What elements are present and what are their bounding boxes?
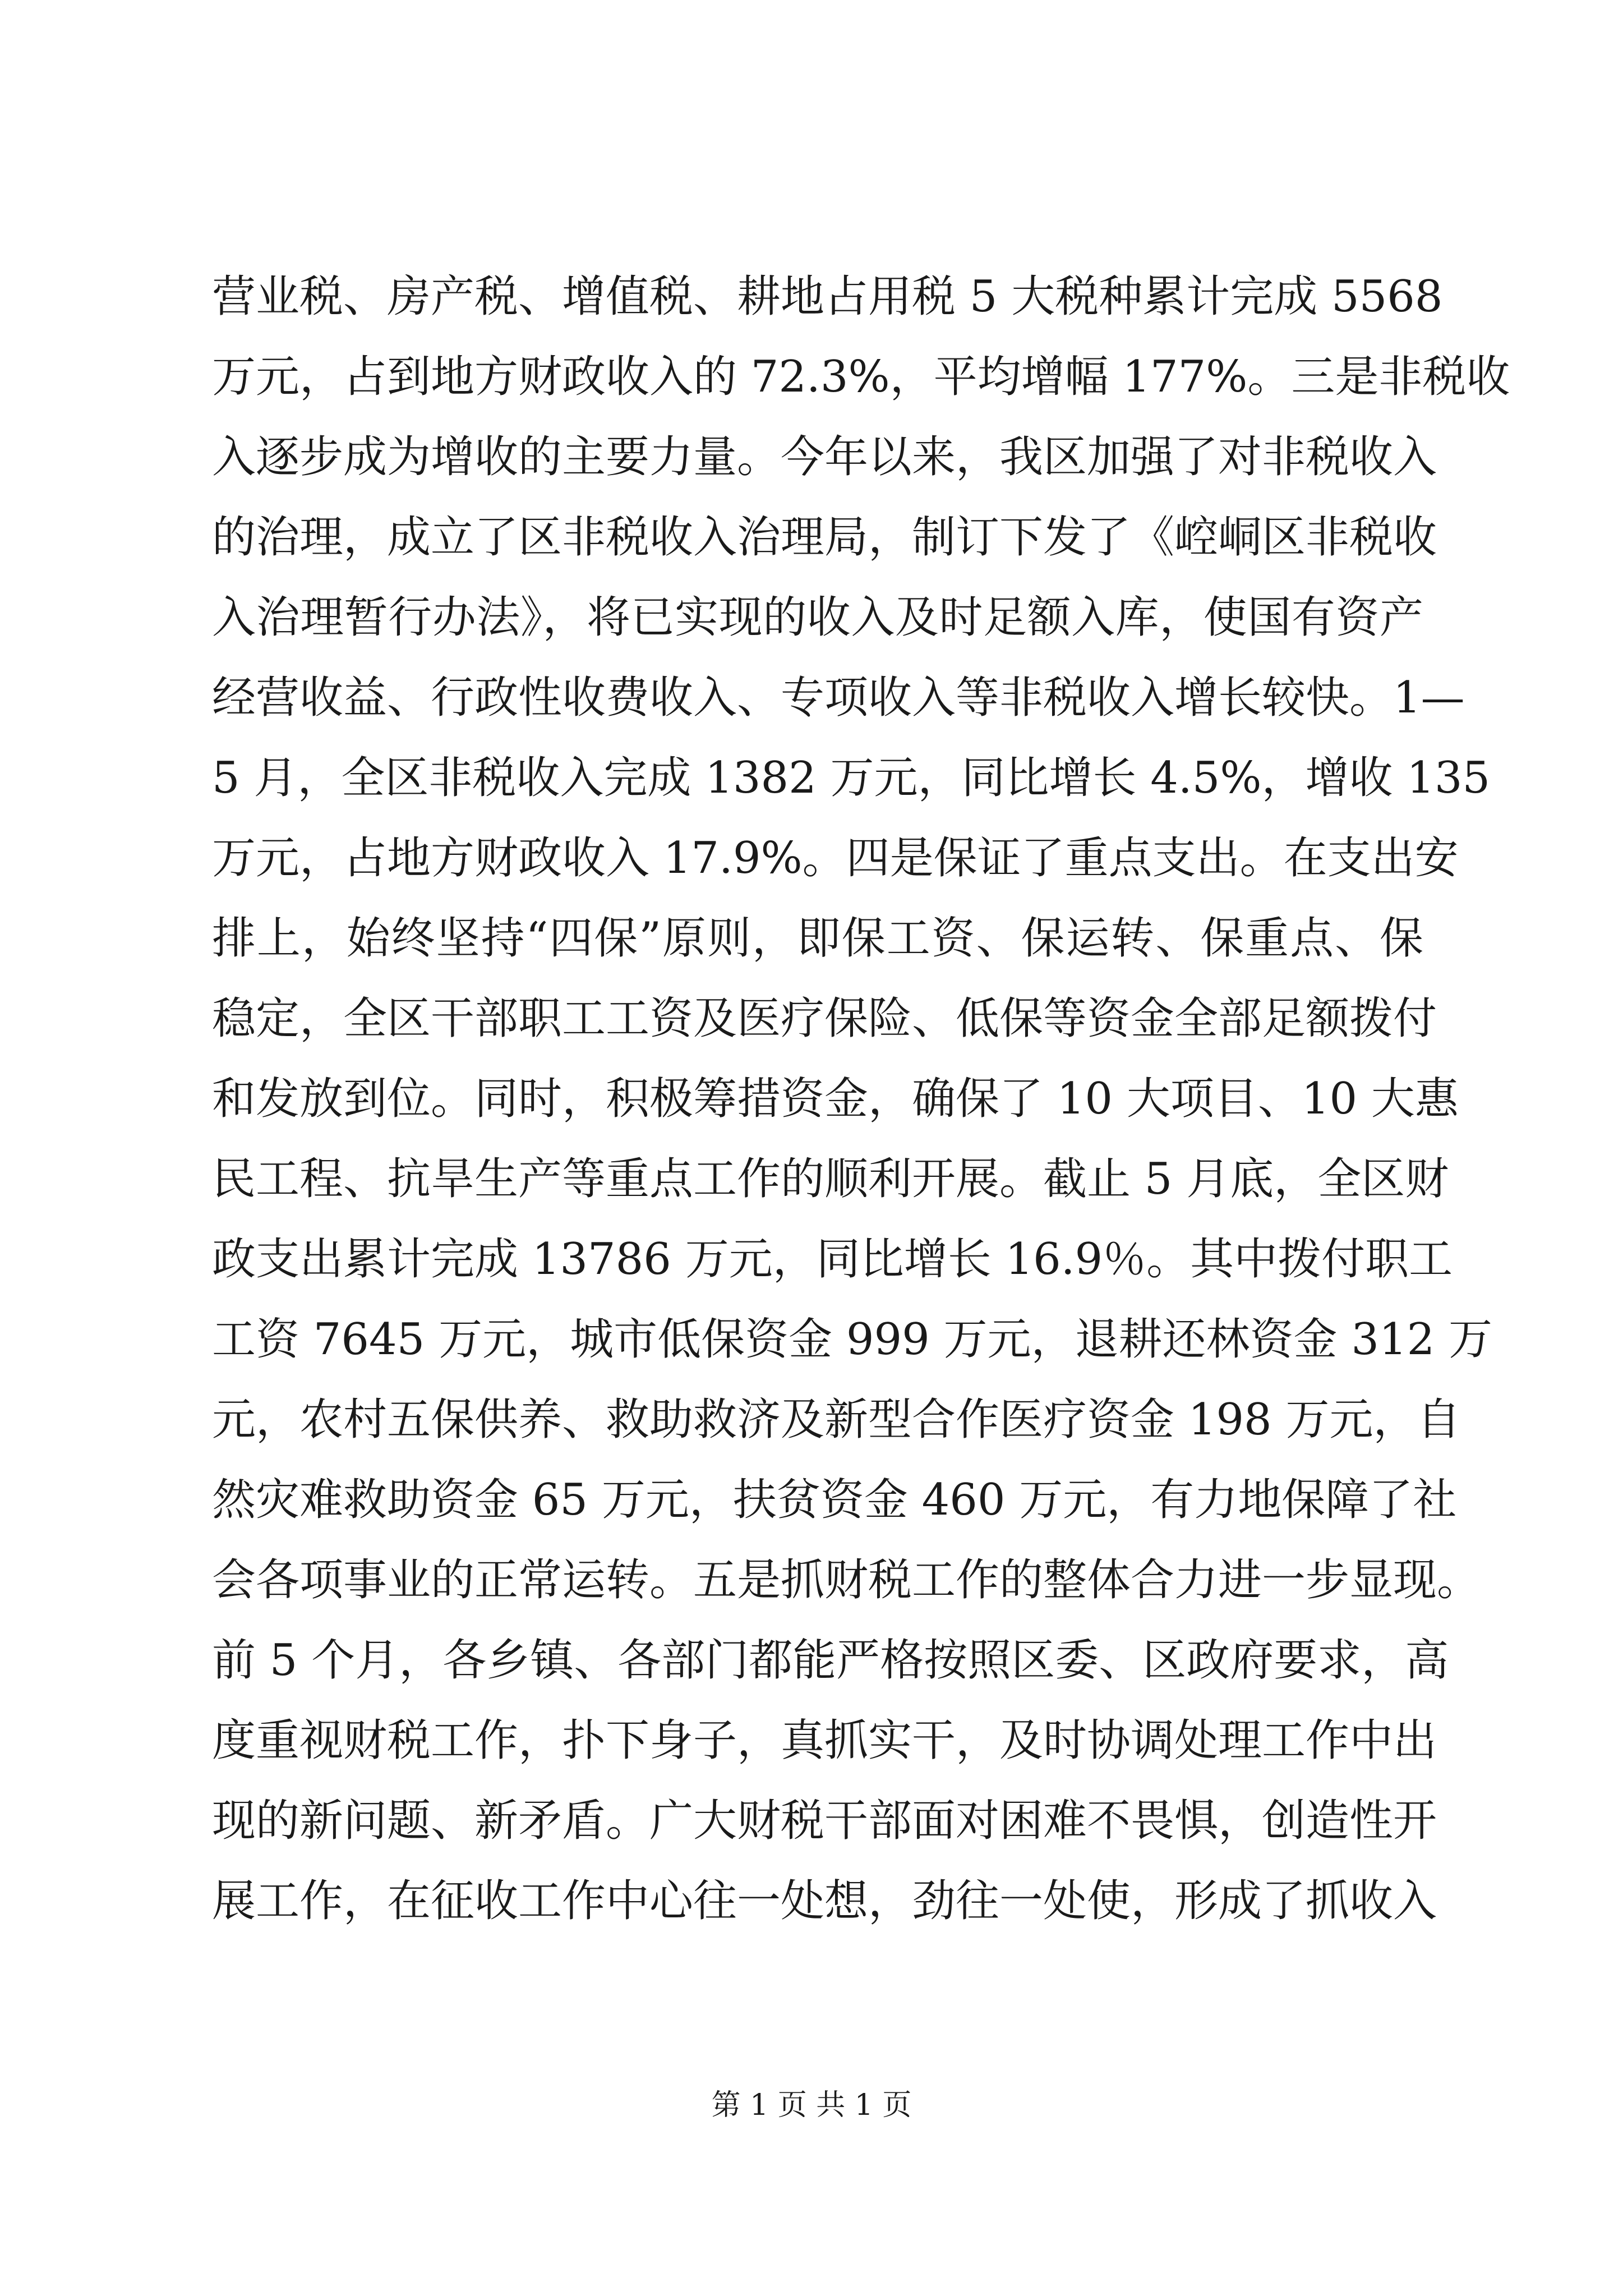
text-line: 入治理暂行办法》，将已实现的收入及时足额入库，使国有资产	[212, 592, 1423, 643]
body-text	[212, 257, 1510, 1941]
text-line: 元，农村五保供养、救助救济及新型合作医疗资金 198 万元，自	[212, 1395, 1461, 1445]
text-line: 工资 7645 万元，城市低保资金 999 万元，退耕还林资金 312 万	[212, 1314, 1493, 1365]
page-footer	[0, 2086, 1623, 2125]
text-line: 入逐步成为增收的主要力量。今年以来，我区加强了对非税收入	[212, 432, 1437, 482]
text-line: 和发放到位。同时，积极筹措资金，确保了 10 大项目、10 大惠	[212, 1074, 1459, 1124]
text-line: 民工程、抗旱生产等重点工作的顺利开展。截止 5 月底，全区财	[212, 1154, 1449, 1204]
text-line: 然灾难救助资金 65 万元，扶贫资金 460 万元，有力地保障了社	[212, 1475, 1457, 1525]
text-line: 前 5 个月，各乡镇、各部门都能严格按照区委、区政府要求，高	[212, 1635, 1449, 1686]
text-line: 5 月，全区非税收入完成 1382 万元，同比增长 4.5%，增收 135	[212, 753, 1491, 803]
text-line: 的治理，成立了区非税收入治理局，制订下发了《崆峒区非税收	[212, 512, 1437, 563]
page-number-label: 第 1 页 共 1 页	[711, 2088, 912, 2122]
text-line: 会各项事业的正常运转。五是抓财税工作的整体合力进一步显现。	[212, 1555, 1481, 1605]
text-line: 经营收益、行政性收费收入、专项收入等非税收入增长较快。1—	[212, 673, 1465, 723]
text-line: 稳定，全区干部职工工资及医疗保险、低保等资金全部足额拨付	[212, 993, 1437, 1044]
text-line: 展工作，在征收工作中心往一处想，劲往一处使，形成了抓收入	[212, 1876, 1437, 1926]
text-line: 现的新问题、新矛盾。广大财税干部面对困难不畏惧，创造性开	[212, 1796, 1437, 1846]
text-line: 万元，占地方财政收入 17.9%。四是保证了重点支出。在支出安	[212, 833, 1459, 884]
text-line: 度重视财税工作，扑下身子，真抓实干，及时协调处理工作中出	[212, 1715, 1437, 1766]
text-line: 营业税、房产税、增值税、耕地占用税 5 大税种累计完成 5568	[212, 272, 1443, 322]
text-line: 政支出累计完成 13786 万元，同比增长 16.9％。其中拨付职工	[212, 1234, 1453, 1285]
text-line: 万元，占到地方财政收入的 72.3%，平均增幅 177%。三是非税收	[212, 352, 1510, 402]
text-line: 排上，始终坚持“四保”原则，即保工资、保运转、保重点、保	[212, 913, 1423, 964]
